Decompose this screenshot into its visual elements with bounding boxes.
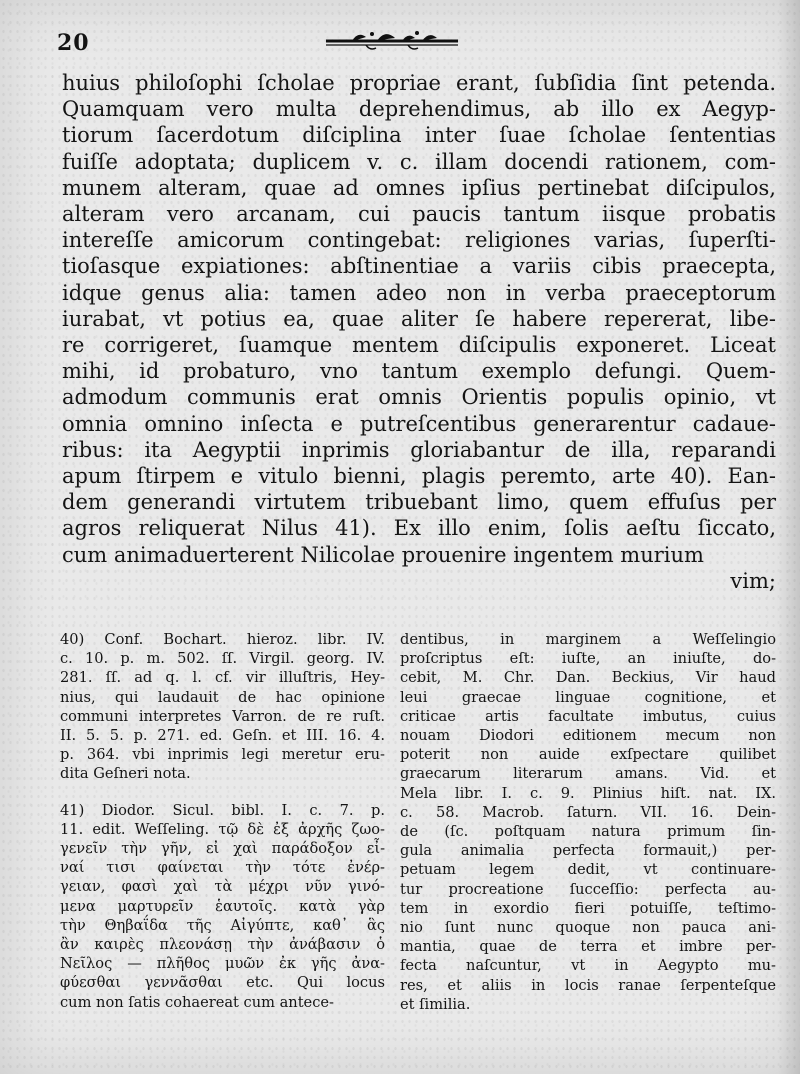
body-line: re corrigeret, ſuamque mentem diſcipulis exponeret. Liceat xyxy=(62,333,776,358)
footnotes-right-column xyxy=(400,630,776,1031)
footnote-line: nouam Diodori editionem mecum non xyxy=(400,727,776,745)
footnote-line: γενεῖν τὴν γῆν, εἰ χαὶ παράδοξον εἶ- xyxy=(60,840,385,858)
footnote-line: poterit non auide exſpectare quilibet xyxy=(400,746,776,764)
body-line: iurabat, vt potius ea, quae aliter ſe habere repererat, libe- xyxy=(62,306,776,331)
body-line: cum animaduerterent Nilicolae prouenire ingentem murium xyxy=(62,542,704,567)
body-line: idque genus alia: tamen adeo non in verba praeceptorum xyxy=(62,280,776,305)
footnote-line: criticae artis facultate imbutus, cuius xyxy=(400,707,776,725)
footnote-line: 40) Conf. Bochart. hieroz. libr. IV. xyxy=(60,631,385,648)
footnote-line: nius, qui laudauit de hac opinione xyxy=(60,688,385,706)
footnote-line: cum non ſatis cohaereat cum antece- xyxy=(60,993,334,1011)
footnote-line: nio ſunt nunc quoque non pauca ani- xyxy=(400,919,776,937)
catchword: vim; xyxy=(730,568,776,593)
footnote-line: gula animalia perfecta formauit,) per- xyxy=(400,842,776,860)
footnote-line: τὴν Θηβαΐδα τῆς Αἰγύπτε, καθ᾽ ἃς xyxy=(60,916,385,934)
footnote-line: ναί τισι φαίνεται τὴν τότε ἐνέρ- xyxy=(60,859,385,877)
body-line: dem generandi virtutem tribuebant limo, quem effuſus per xyxy=(62,490,776,515)
main-text-block xyxy=(62,70,776,594)
footnote-line: μενα μαρτυρεῖν ἑαυτοῖς. κατὰ γὰρ xyxy=(60,897,385,915)
footnote-line: petuam legem dedit, vt continuare- xyxy=(400,861,776,879)
body-line: alteram vero arcanam, cui paucis tantum iisque probatis xyxy=(62,202,776,227)
body-line: munem alteram, quae ad omnes ipſius pertinebat diſcipulos, xyxy=(62,175,776,200)
body-line: intereſſe amicorum contingebat: religiones varias, ſuperſti- xyxy=(62,228,776,253)
footnote-line: Mela libr. I. c. 9. Plinius hiſt. nat. IX. xyxy=(400,784,776,802)
footnote-line: c. 58. Macrob. ſaturn. VII. 16. Dein- xyxy=(400,803,776,821)
footnote-line: γειαν, φασὶ χαὶ τὰ μέχρι νῦν γινό- xyxy=(60,878,385,896)
footnote-line: 41) Diodor. Sicul. bibl. I. c. 7. p. xyxy=(60,801,385,819)
body-line: apum ſtirpem e vitulo bienni, plagis peremto, arte 40). Ean- xyxy=(62,464,776,489)
footnote-line: fecta naſcuntur, vt in Aegypto mu- xyxy=(400,957,776,975)
body-line: huius philoſophi ſcholae propriae erant, ſubſidia ſint petenda. xyxy=(62,71,776,95)
body-line: Quamquam vero multa deprehendimus, ab illo ex Aegyp- xyxy=(62,97,776,122)
footnote-line: communi interpretes Varron. de re ruſt. xyxy=(60,707,385,725)
body-line: admodum communis erat omnis Orientis populis opinio, vt xyxy=(62,385,776,410)
footnote-line: ἂν καιρὲς πλεονάσῃ τὴν ἀνάβασιν ὁ xyxy=(60,936,385,954)
footnote xyxy=(400,630,776,1014)
footnote-line: res, et aliis in locis ranae ſerpenteſque xyxy=(400,976,776,994)
footnote-line: leui graecae linguae cognitione, et xyxy=(400,688,776,706)
footnote-line: dita Geſneri nota. xyxy=(60,765,191,783)
footnote-line: de (ſc. poſtquam natura primum ſin- xyxy=(400,823,776,841)
footnote-line: tur procreatione ſucceſſio: perfecta au- xyxy=(400,880,776,898)
page-number: 20 xyxy=(57,30,90,56)
footnote-line: proſcriptus eſt: iuſte, an iniuſte, do- xyxy=(400,650,776,668)
page-edge-shadow xyxy=(778,0,800,1074)
body-line: tioſasque expiationes: abſtinentiae a variis cibis praecepta, xyxy=(62,254,776,279)
footnote-line: Νεῖλος — πλῆθος μυῶν ἐκ γῆς ἀνα- xyxy=(60,955,385,973)
footnote-line: tem in exordio fieri potuiſſe, teſtimo- xyxy=(400,899,776,917)
body-line: omnia omnino inſecta e putreſcentibus generarentur cadaue- xyxy=(62,411,776,436)
footnote-line: dentibus, in marginem a Weſſelingio xyxy=(400,631,776,648)
footnote-line: II. 5. 5. p. 271. ed. Geſn. et III. 16. 4. xyxy=(60,727,385,745)
footnote-line: φύεσθαι γεννᾶσθαι etc. Qui locus xyxy=(60,974,385,992)
footnote-line: 281. ſſ. ad q. l. cf. vir illuſtris, Hey- xyxy=(60,669,385,687)
footnote-line: 11. edit. Weſſeling. τῷ δὲ ἐξ ἀρχῆς ζωο- xyxy=(60,820,385,838)
footnote-line: c. 10. p. m. 502. ſſ. Virgil. georg. IV. xyxy=(60,650,385,668)
footnote-line: cebit, M. Chr. Dan. Beckius, Vir haud xyxy=(400,669,776,687)
footnotes-left-column xyxy=(60,630,385,1029)
footnote xyxy=(60,630,385,784)
footnote-line: et ſimilia. xyxy=(400,995,471,1013)
footnote-line: graecarum literarum amans. Vid. et xyxy=(400,765,776,783)
fleuron-ornament-icon xyxy=(322,24,462,54)
body-line: ribus: ita Aegyptii inprimis gloriabantur de illa, reparandi xyxy=(62,437,776,462)
body-line: mihi, id probaturo, vno tantum exemplo defungi. Quem- xyxy=(62,359,776,384)
body-line: agros reliquerat Nilus 41). Ex illo enim, ſolis aeſtu ſiccato, xyxy=(62,516,776,541)
footnote xyxy=(60,801,385,1012)
footnote-line: mantia, quae de terra et imbre per- xyxy=(400,938,776,956)
body-line: tiorum ſacerdotum diſciplina inter ſuae ſcholae ſententias xyxy=(62,123,776,148)
body-line: fuiſſe adoptata; duplicem v. c. illam docendi rationem, com- xyxy=(62,149,776,174)
footnote-line: p. 364. vbi inprimis legi meretur eru- xyxy=(60,746,385,764)
